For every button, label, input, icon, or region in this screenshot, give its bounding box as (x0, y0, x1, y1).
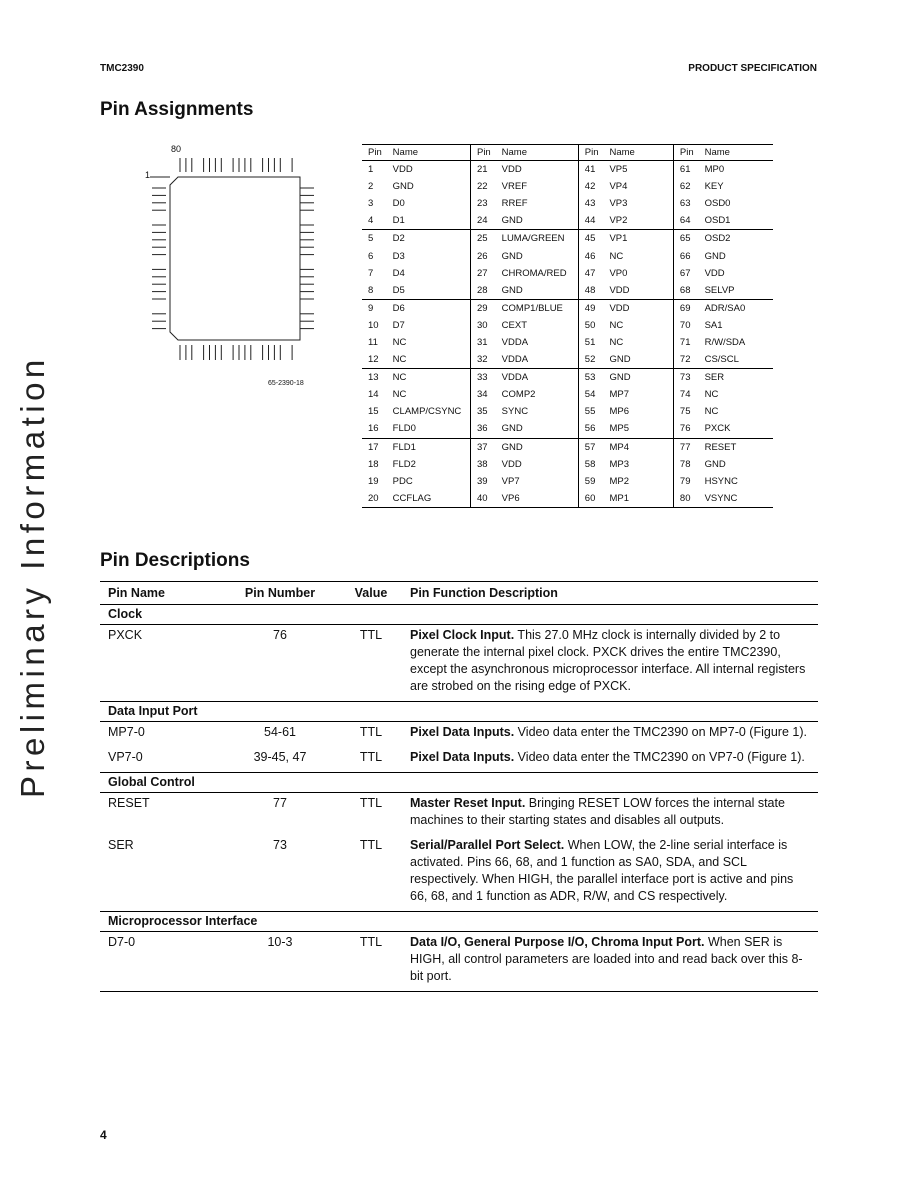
pin-number-cell: 34 (470, 386, 498, 403)
pin-name-cell: NC (390, 351, 471, 369)
pin-table-row (362, 386, 773, 403)
pin-table-row (362, 161, 773, 179)
pin-number-cell: 76 (273, 628, 287, 642)
pin-name-cell: CEXT (501, 319, 527, 331)
pin-number-cell: 19 (368, 475, 379, 487)
pin-number-cell: 18 (368, 458, 379, 470)
function-description-cell (402, 722, 818, 748)
function-text: Video data enter the TMC2390 on MP7-0 (Figure 1). (514, 725, 807, 739)
pin-name-cell: PXCK (702, 420, 773, 438)
pin-name-cell: OSD0 (704, 198, 731, 210)
pin-number-cell: 33 (470, 369, 498, 387)
pin-description-row (100, 625, 818, 702)
pin-name-cell: GND (609, 372, 631, 384)
col-header-pin-number: Pin Number (220, 582, 340, 605)
pin-number-cell: 28 (470, 282, 498, 300)
function-description-cell (402, 932, 818, 992)
pin-name-cell: VDD (392, 164, 413, 176)
diagram-label-80: 80 (171, 144, 182, 154)
pin-number-cell: 54-61 (264, 725, 296, 739)
pin-name-cell: FLD0 (390, 420, 471, 438)
pin-number-cell: 52 (578, 351, 606, 369)
pin-name-cell: VDDA (499, 351, 579, 369)
pin-number-cell: 73 (273, 838, 287, 852)
pin-number-cell: 5 (368, 233, 374, 245)
pin-name-cell: FLD1 (392, 441, 416, 453)
group-title: Global Control (100, 773, 818, 793)
pin-description-row (100, 722, 818, 748)
pin-name-cell: SELVP (702, 282, 773, 300)
group-row (100, 912, 818, 932)
pin-number-cell: 43 (578, 195, 606, 212)
pin-name-cell: MP4 (609, 441, 629, 453)
pin-number-cell: 44 (578, 212, 606, 230)
pin-name-cell: GND (499, 420, 579, 438)
pin-name-cell: MP0 (704, 164, 725, 176)
pin-number-cell: 80 (673, 490, 701, 508)
pin-number-cell: 79 (673, 473, 701, 490)
pin-name-cell: OSD1 (702, 212, 773, 230)
function-text: When SER is HIGH, all control parameters are loaded into and read back over this 8-bit port. (410, 935, 803, 983)
group-row (100, 702, 818, 722)
pin-number-cell: 27 (470, 265, 498, 282)
col-header-pin-name: Pin Name (100, 582, 220, 605)
function-title: Master Reset Input. (410, 796, 526, 810)
pin-name-cell: SA1 (704, 319, 723, 331)
pin-number-cell: 30 (470, 317, 498, 334)
pin-name-cell: VDDA (501, 336, 529, 348)
pin-table-row (362, 282, 773, 300)
pin-number-cell: 40 (470, 490, 498, 508)
pin-name-cell: VP3 (609, 198, 628, 210)
function-title: Pixel Data Inputs. (410, 725, 515, 739)
pin-name-cell: SER (704, 372, 725, 384)
pin-number-cell: 7 (368, 267, 374, 279)
pin-number-cell: 11 (368, 336, 378, 348)
pin-number-cell: 53 (578, 369, 606, 387)
pin-name-cell: VP4 (609, 181, 628, 193)
pin-name-cell: D6 (392, 302, 405, 314)
pin-name-cell: ADR/SA0 (704, 302, 746, 314)
pin-number-cell: 15 (368, 406, 379, 418)
pin-name-cell: GND (499, 212, 579, 230)
pin-number-cell: 38 (470, 456, 498, 473)
pin-name-cell: NC (704, 389, 719, 401)
pin-number-cell: 2 (368, 181, 374, 193)
diagram-caption: 65-2390-18 (268, 380, 304, 387)
pin-table-row (362, 230, 773, 248)
pin-assignment-table (362, 144, 773, 508)
group-title: Microprocessor Interface (100, 912, 818, 932)
pin-name-cell: LUMA/GREEN (501, 233, 565, 245)
pin-name-cell: NC (392, 389, 407, 401)
pin-assignments-title: Pin Assignments (100, 99, 254, 120)
pin-name-cell: OSD2 (704, 233, 731, 245)
col-header: Name (499, 145, 579, 161)
pin-name-cell: NC (609, 336, 624, 348)
pin-number-cell: 29 (470, 299, 498, 317)
pin-name-cell: VP7-0 (108, 750, 143, 764)
function-title: Serial/Parallel Port Select. (410, 838, 565, 852)
pin-number-cell: 23 (470, 195, 498, 212)
col-header: Name (702, 145, 773, 161)
pin-number-cell: 46 (578, 247, 606, 264)
pin-name-cell: NC (609, 250, 624, 262)
pin-number-cell: 61 (673, 161, 701, 179)
col-header: Name (606, 145, 673, 161)
pin-number-cell: 72 (673, 351, 701, 369)
col-header-value: Value (340, 582, 402, 605)
pin-name-cell: VP0 (609, 267, 628, 279)
pin-name-cell: NC (704, 406, 719, 418)
pin-number-cell: 13 (368, 372, 379, 384)
pin-name-cell: GND (501, 441, 523, 453)
pin-number-cell: 65 (673, 230, 701, 248)
pin-number-cell: 22 (470, 178, 498, 195)
pin-name-cell: FLD2 (392, 458, 416, 470)
pin-name-cell: MP7-0 (108, 725, 145, 739)
pin-table-row (362, 456, 773, 473)
pin-name-cell: VP1 (609, 233, 628, 245)
pin-name-cell: RESET (108, 796, 150, 810)
group-title: Data Input Port (100, 702, 818, 722)
pin-number-cell: 78 (673, 456, 701, 473)
pin-table-row (362, 403, 773, 420)
group-title: Clock (100, 605, 818, 625)
group-row (100, 605, 818, 625)
pin-name-cell: VP2 (606, 212, 673, 230)
pin-table-row (362, 369, 773, 387)
group-row (100, 773, 818, 793)
pin-description-table (100, 581, 818, 992)
pin-number-cell: 24 (470, 212, 498, 230)
pin-name-cell: CLAMP/CSYNC (392, 406, 462, 418)
pin-number-cell: 36 (470, 420, 498, 438)
function-text: This 27.0 MHz clock is internally divided by 2 to generate the internal pixel clock. PXCK drives the entire TMC2390, except the asynchronous microprocessor interface. All internal registers are strobed on the rising edge of PXCK. (410, 628, 806, 693)
page-number: 4 (100, 1128, 107, 1142)
pin-number-cell: 56 (578, 420, 606, 438)
pin-number-cell: 74 (673, 386, 701, 403)
pin-number-cell: 1 (368, 164, 374, 176)
pin-name-cell: KEY (704, 181, 724, 193)
pin-name-cell: VSYNC (702, 490, 773, 508)
function-description-cell (402, 835, 818, 912)
pin-number-cell: 48 (578, 282, 606, 300)
pin-name-cell: VREF (501, 181, 527, 193)
function-description-cell (402, 625, 818, 702)
pin-table-row (362, 351, 773, 369)
pin-name-cell: D5 (390, 282, 471, 300)
function-description-cell (402, 793, 818, 836)
pin-number-cell: 77 (673, 438, 701, 456)
function-description-cell (402, 747, 818, 773)
pin-table-row (362, 247, 773, 264)
pin-descriptions-title: Pin Descriptions (100, 550, 250, 571)
pin-name-cell: MP2 (609, 475, 629, 487)
col-header: Pin (362, 145, 390, 161)
col-header: Pin (673, 145, 701, 161)
pin-name-cell: R/W/SDA (704, 336, 746, 348)
value-cell: TTL (359, 796, 383, 810)
function-title: Pixel Data Inputs. (410, 750, 515, 764)
pin-number-cell: 16 (362, 420, 390, 438)
pin-name-cell: GND (704, 250, 726, 262)
pin-number-cell: 32 (470, 351, 498, 369)
pin-number-cell: 41 (578, 161, 606, 179)
pin-number-cell: 55 (578, 403, 606, 420)
pin-number-cell: 75 (673, 403, 701, 420)
pin-name-cell: MP5 (606, 420, 673, 438)
pin-description-row (100, 747, 818, 773)
pin-name-cell: NC (392, 336, 407, 348)
pin-name-cell: VDDA (501, 372, 529, 384)
pin-name-cell: CHROMA/RED (501, 267, 567, 279)
pin-number-cell: 9 (368, 302, 374, 314)
pin-name-cell: VP6 (499, 490, 579, 508)
description-table-header (100, 582, 818, 605)
value-cell: TTL (359, 750, 383, 764)
pin-name-cell: RREF (501, 198, 528, 210)
pin-name-cell: GND (499, 282, 579, 300)
pin-table-row (362, 212, 773, 230)
header-part-number: TMC2390 (100, 63, 144, 74)
pin-number-cell: 10-3 (220, 932, 340, 992)
pin-table-row (362, 195, 773, 212)
pin-name-cell: GND (501, 250, 523, 262)
pin-name-cell: GND (392, 181, 414, 193)
header-doc-type: PRODUCT SPECIFICATION (688, 63, 817, 74)
col-header: Pin (578, 145, 606, 161)
pin-number-cell: 4 (362, 212, 390, 230)
pin-table-row (362, 473, 773, 490)
col-header: Pin (470, 145, 498, 161)
function-text: Video data enter the TMC2390 on VP7-0 (Figure 1). (514, 750, 805, 764)
pin-table-row (362, 420, 773, 438)
pin-name-cell: MP7 (609, 389, 629, 401)
col-header-function: Pin Function Description (402, 582, 818, 605)
function-title: Pixel Clock Input. (410, 628, 515, 642)
pin-name-cell: D7 (392, 319, 405, 331)
pin-number-cell: 21 (470, 161, 498, 179)
pin-number-cell: 37 (470, 438, 498, 456)
pin-name-cell: GND (606, 351, 673, 369)
pin-number-cell: 17 (368, 441, 379, 453)
pin-name-cell: RESET (704, 441, 737, 453)
pin-number-cell: 35 (470, 403, 498, 420)
pin-number-cell: 62 (673, 178, 701, 195)
pin-number-cell: 71 (673, 334, 701, 351)
pin-number-cell: 3 (368, 198, 374, 210)
pin-name-cell: SYNC (501, 406, 529, 418)
pin-number-cell: 42 (578, 178, 606, 195)
pin-name-cell: PXCK (108, 628, 143, 642)
pin-number-cell: 54 (578, 386, 606, 403)
col-header: Name (390, 145, 471, 161)
pin-number-cell: 14 (368, 389, 379, 401)
pin-number-cell: 69 (673, 299, 701, 317)
pin-name-cell: D0 (392, 198, 405, 210)
pin-table-row (362, 299, 773, 317)
pin-number-cell: 66 (673, 247, 701, 264)
pin-number-cell: 20 (362, 490, 390, 508)
pin-number-cell: 50 (578, 317, 606, 334)
value-cell: TTL (359, 838, 383, 852)
pin-table-row (362, 438, 773, 456)
function-text: Bringing RESET LOW forces the internal state machines to their starting states and disables all outputs. (410, 796, 785, 827)
pin-number-cell: 77 (273, 796, 287, 810)
pin-name-cell: D3 (392, 250, 405, 262)
pin-name-cell: SER (108, 838, 134, 852)
pin-number-cell: 70 (673, 317, 701, 334)
pin-name-cell: CCFLAG (390, 490, 471, 508)
pin-number-cell: 39-45, 47 (253, 750, 307, 764)
pin-number-cell: 12 (362, 351, 390, 369)
pin-name-cell: NC (609, 319, 624, 331)
pin-number-cell: 47 (578, 265, 606, 282)
pin-name-cell: D7-0 (100, 932, 220, 992)
pin-number-cell: 39 (470, 473, 498, 490)
pin-name-cell: MP6 (609, 406, 629, 418)
pin-name-cell: VP7 (501, 475, 520, 487)
pin-description-row (100, 793, 818, 836)
package-outline (140, 140, 320, 380)
pin-name-cell: HSYNC (704, 475, 738, 487)
pin-description-row (100, 932, 818, 992)
pin-name-cell: VDD (501, 164, 522, 176)
pin-number-cell: 68 (673, 282, 701, 300)
value-cell: TTL (359, 628, 383, 642)
pin-name-cell: D2 (392, 233, 405, 245)
pin-number-cell: 67 (673, 265, 701, 282)
pin-number-cell: 6 (368, 250, 374, 262)
pin-name-cell: VDD (501, 458, 522, 470)
pin-name-cell: VDD (704, 267, 725, 279)
function-text: When LOW, the 2-line serial interface is activated. Pins 66, 68, and 1 function as SA0, SDA, and SCL respectively. When HIGH, the parallel interface port is active and pins 66, 68, and 1 function as ADR, R/W, and CS respectively. (410, 838, 794, 903)
pin-table-row (362, 265, 773, 282)
pin-name-cell: MP1 (606, 490, 673, 508)
value-cell: TTL (340, 932, 402, 992)
pin-table-row (362, 178, 773, 195)
pin-number-cell: 25 (470, 230, 498, 248)
pin-name-cell: MP3 (609, 458, 629, 470)
function-title: Data I/O, General Purpose I/O, Chroma Input Port. (410, 935, 705, 949)
pin-number-cell: 10 (368, 319, 379, 331)
pin-number-cell: 58 (578, 456, 606, 473)
pin-name-cell: COMP1/BLUE (501, 302, 563, 314)
pin-number-cell: 45 (578, 230, 606, 248)
diagram-label-1: 1 (145, 170, 151, 180)
pin-table-row (362, 334, 773, 351)
pin-number-cell: 8 (362, 282, 390, 300)
pin-number-cell: 60 (578, 490, 606, 508)
pin-name-cell: VDD (609, 302, 630, 314)
value-cell: TTL (359, 725, 383, 739)
pin-table-row (362, 317, 773, 334)
pin-name-cell: VDD (606, 282, 673, 300)
pin-name-cell: GND (704, 458, 726, 470)
pin-number-cell: 26 (470, 247, 498, 264)
pin-number-cell: 51 (578, 334, 606, 351)
pin-number-cell: 76 (673, 420, 701, 438)
pin-name-cell: D1 (390, 212, 471, 230)
pin-name-cell: COMP2 (501, 389, 536, 401)
pin-number-cell: 73 (673, 369, 701, 387)
pin-number-cell: 49 (578, 299, 606, 317)
pin-number-cell: 57 (578, 438, 606, 456)
pin-number-cell: 63 (673, 195, 701, 212)
chip-package-diagram (140, 140, 320, 385)
pin-name-cell: PDC (392, 475, 413, 487)
pin-name-cell: VP5 (609, 164, 628, 176)
pin-number-cell: 31 (470, 334, 498, 351)
pin-table-header (362, 145, 773, 161)
side-watermark: Preliminary Information (14, 355, 51, 798)
pin-number-cell: 59 (578, 473, 606, 490)
pin-description-row (100, 835, 818, 912)
pin-name-cell: CS/SCL (702, 351, 773, 369)
pin-name-cell: D4 (392, 267, 405, 279)
pin-table-row (362, 490, 773, 508)
pin-name-cell: NC (392, 372, 407, 384)
pin-number-cell: 64 (673, 212, 701, 230)
